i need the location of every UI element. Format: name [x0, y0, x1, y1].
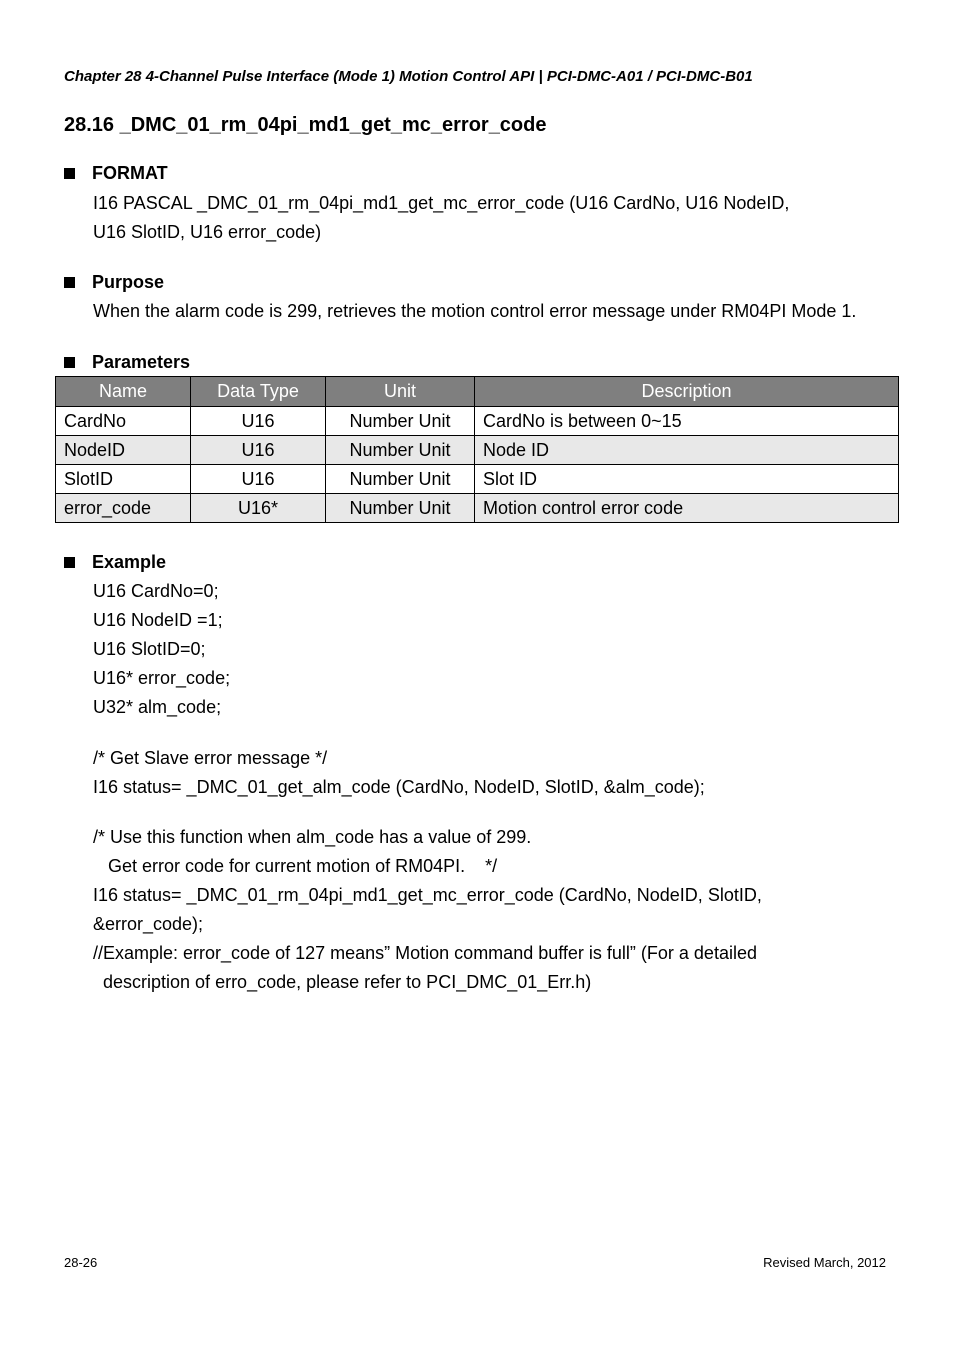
table-header-row: [56, 377, 899, 407]
column-header-data-type: Data Type: [191, 377, 326, 407]
code-line: /* Use this function when alm_code has a value of 299.: [93, 827, 532, 847]
table-row: [56, 465, 899, 494]
format-heading-label: FORMAT: [92, 163, 168, 183]
example-declarations: [93, 577, 230, 722]
bullet-square-icon: [64, 277, 75, 288]
bullet-square-icon: [64, 168, 75, 179]
param-name: NodeID: [56, 436, 191, 465]
code-line: I16 status= _DMC_01_get_alm_code (CardNo, NodeID, SlotID, &alm_code);: [93, 777, 705, 797]
format-heading: [64, 163, 168, 184]
code-line: U16 CardNo=0;: [93, 581, 219, 601]
table-row: [56, 407, 899, 436]
param-type: U16*: [191, 494, 326, 523]
param-type: U16: [191, 465, 326, 494]
format-line: U16 SlotID, U16 error_code): [93, 222, 322, 242]
code-line: U16 SlotID=0;: [93, 639, 206, 659]
purpose-heading-label: Purpose: [92, 272, 165, 292]
revision-date: Revised March, 2012: [763, 1255, 886, 1270]
param-name: CardNo: [56, 407, 191, 436]
parameters-table: [55, 376, 899, 523]
param-name: SlotID: [56, 465, 191, 494]
code-line: I16 status= _DMC_01_rm_04pi_md1_get_mc_error_code (CardNo, NodeID, SlotID,: [93, 885, 762, 905]
code-line: description of erro_code, please refer to PCI_DMC_01_Err.h): [93, 972, 592, 992]
code-line: U16 NodeID =1;: [93, 610, 223, 630]
format-line: I16 PASCAL _DMC_01_rm_04pi_md1_get_mc_error_code (U16 CardNo, U16 NodeID,: [93, 193, 790, 213]
code-line: /* Get Slave error message */: [93, 748, 328, 768]
param-unit: Number Unit: [326, 407, 475, 436]
table-row: [56, 494, 899, 523]
param-type: U16: [191, 436, 326, 465]
param-type: U16: [191, 407, 326, 436]
parameters-heading: [64, 352, 190, 373]
code-line: //Example: error_code of 127 means” Motion command buffer is full” (For a detailed: [93, 943, 757, 963]
chapter-header: Chapter 28 4-Channel Pulse Interface (Mode 1) Motion Control API | PCI-DMC-A01 / PCI-DMC-B01: [64, 68, 753, 85]
param-name: error_code: [56, 494, 191, 523]
param-unit: Number Unit: [326, 465, 475, 494]
format-text: [93, 189, 789, 247]
section-title: 28.16 _DMC_01_rm_04pi_md1_get_mc_error_code: [64, 114, 547, 136]
bullet-square-icon: [64, 557, 75, 568]
purpose-heading: [64, 272, 164, 293]
example-get-alm-code: [93, 744, 705, 802]
param-description: Slot ID: [475, 465, 899, 494]
bullet-square-icon: [64, 357, 75, 368]
param-unit: Number Unit: [326, 436, 475, 465]
code-line: U32* alm_code;: [93, 697, 222, 717]
example-heading-label: Example: [92, 552, 167, 572]
purpose-line: When the alarm code is 299, retrieves the motion control error message under RM04PI Mode 1.: [93, 301, 857, 321]
param-description: Motion control error code: [475, 494, 899, 523]
parameters-heading-label: Parameters: [92, 352, 191, 372]
column-header-unit: Unit: [326, 377, 475, 407]
param-unit: Number Unit: [326, 494, 475, 523]
param-description: CardNo is between 0~15: [475, 407, 899, 436]
param-description: Node ID: [475, 436, 899, 465]
column-header-name: Name: [56, 377, 191, 407]
column-header-description: Description: [475, 377, 899, 407]
code-line: U16* error_code;: [93, 668, 231, 688]
code-line: Get error code for current motion of RM04PI. */: [93, 856, 498, 876]
purpose-text: [93, 297, 856, 326]
code-line: &error_code);: [93, 914, 204, 934]
table-row: [56, 436, 899, 465]
page-number: 28-26: [64, 1255, 98, 1270]
example-heading: [64, 552, 166, 573]
example-get-error-code: [93, 823, 762, 997]
